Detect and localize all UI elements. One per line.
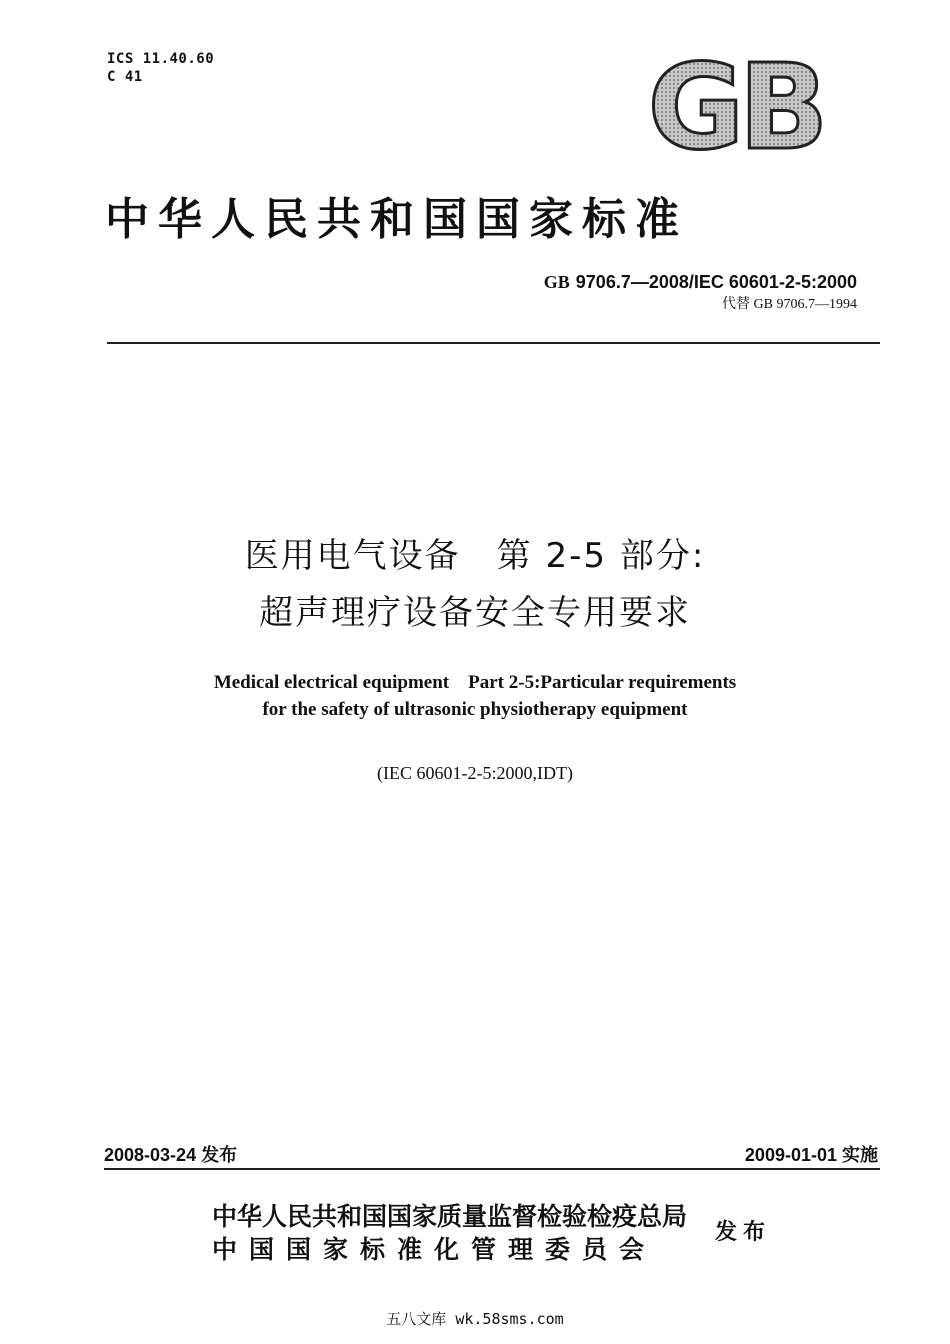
standard-number-value: 9706.7—2008/IEC 60601-2-5:2000	[575, 272, 857, 292]
cn-title-line2: 超声理疗设备安全专用要求	[259, 593, 691, 633]
issuer-aqsiq: 中华人民共和国国家质量监督检验检疫总局	[212, 1202, 688, 1231]
effective-date: 2009-01-01 实施	[744, 1145, 878, 1165]
gb-logo	[640, 58, 830, 156]
equivalence-note: (IEC 60601-2-5:2000,IDT)	[377, 763, 573, 783]
ics-code: ICS 11.40.60	[107, 51, 215, 67]
replaces-standard: 代替 GB 9706.7—1994	[722, 297, 857, 312]
standard-prefix: GB	[543, 272, 570, 292]
issue-date: 2008-03-24 发布	[104, 1145, 238, 1165]
cn-title-line1: 医用电气设备 第 2-5 部分:	[244, 536, 706, 576]
ccs-code: C 41	[107, 69, 143, 85]
gb-logo-text: GB	[647, 58, 823, 156]
en-title-line2: for the safety of ultrasonic physiotherapy equipment	[262, 699, 688, 720]
footer-divider	[104, 1168, 880, 1170]
publish-label: 发布	[715, 1219, 772, 1245]
classification-codes	[107, 50, 214, 86]
en-title-line1: Medical electrical equipment Part 2-5:Particular requirements	[213, 672, 737, 693]
header-divider	[107, 342, 880, 344]
watermark-footer: 五八文库 wk.58sms.com	[386, 1310, 564, 1328]
standard-number	[544, 272, 857, 293]
issuer-sac: 中国国家标准化管理委员会	[212, 1235, 657, 1264]
national-standard-heading: 中华人民共和国国家标准	[105, 194, 688, 245]
